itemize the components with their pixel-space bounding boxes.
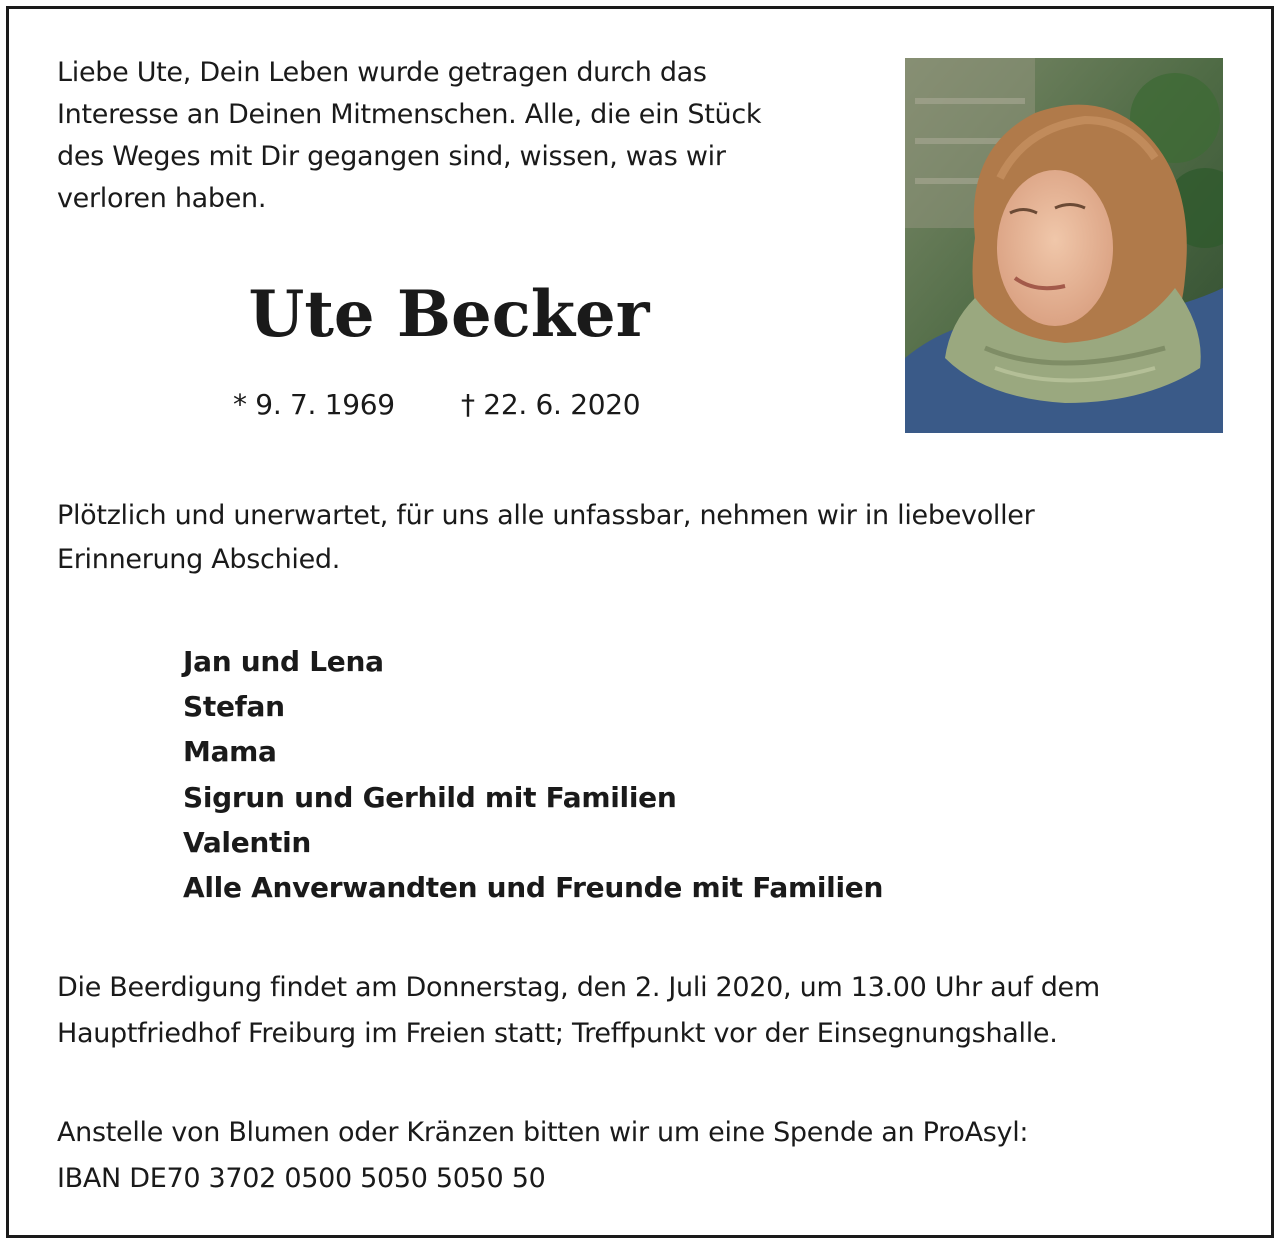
mourner-entry: Alle Anverwandten und Freunde mit Familien (183, 871, 884, 905)
donation-request (57, 1110, 1028, 1202)
mourner-entry: Jan und Lena (183, 645, 384, 678)
intro-text (57, 52, 761, 220)
intro-line: Liebe Ute, Dein Leben wurde getragen durch das (57, 57, 707, 88)
iban-line: IBAN DE70 3702 0500 5050 5050 50 (57, 1163, 546, 1194)
obituary-notice (6, 6, 1274, 1238)
intro-line: des Weges mit Dir gegangen sind, wissen, was wir (57, 141, 726, 172)
funeral-line: Die Beerdigung findet am Donnerstag, den 2. Juli 2020, um 13.00 Uhr auf dem (57, 972, 1100, 1003)
farewell-line: Plötzlich und unerwartet, für uns alle unfassbar, nehmen wir in liebevoller (57, 500, 1035, 531)
photo-face (997, 170, 1113, 326)
intro-line: verloren haben. (57, 183, 267, 214)
intro-line: Interesse an Deinen Mitmenschen. Alle, die ein Stück (57, 99, 762, 130)
farewell-text (57, 494, 1034, 582)
mourner-entry: Valentin (183, 825, 312, 859)
birth-date: * 9. 7. 1969 (233, 388, 395, 421)
death-date: † 22. 6. 2020 (461, 388, 641, 421)
deceased-name: Ute Becker (248, 277, 650, 352)
mourner-entry: Sigrun und Gerhild mit Familien (183, 780, 677, 814)
mourner-entry: Stefan (183, 690, 285, 724)
farewell-line: Erinnerung Abschied. (57, 544, 341, 575)
mourners-list (183, 639, 883, 910)
donation-line: Anstelle von Blumen oder Kränzen bitten wir um eine Spende an ProAsyl: (57, 1117, 1029, 1148)
mourner-entry: Mama (183, 735, 277, 769)
funeral-details (57, 965, 1100, 1057)
funeral-line: Hauptfriedhof Freiburg im Freien statt; Treffpunkt vor der Einsegnungshalle. (57, 1018, 1058, 1049)
portrait-photo (905, 58, 1223, 433)
